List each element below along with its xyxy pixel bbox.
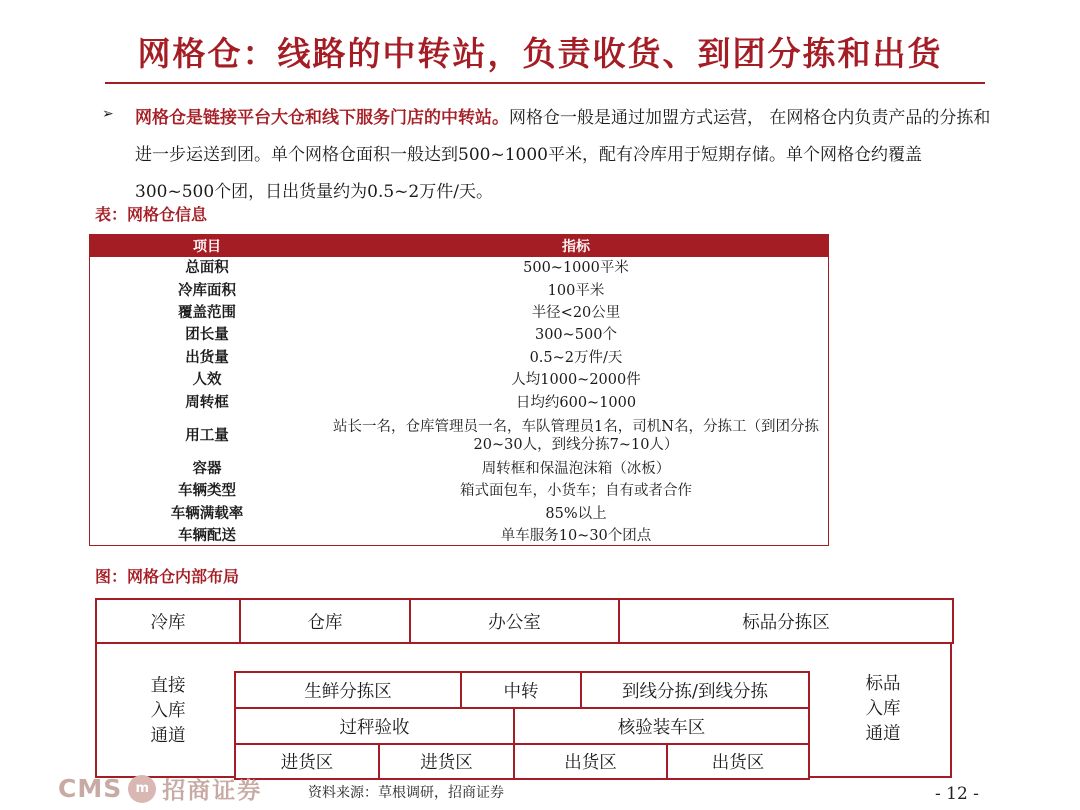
outbound-zone <box>666 743 810 780</box>
row-item: 周转框 <box>185 393 229 411</box>
fresh-sorting-label: 生鲜分拣区 <box>304 681 392 702</box>
direct-inbound-line: 直接 <box>150 676 186 696</box>
office-label: 办公室 <box>488 612 541 633</box>
standard-inbound-line: 通道 <box>865 724 901 744</box>
table-row <box>90 391 828 413</box>
row-value: 周转框和保温泡沫箱（冰板） <box>481 460 671 477</box>
line-sorting-label: 到线分拣/到线分拣 <box>622 681 768 702</box>
standard-inbound-channel <box>863 672 903 747</box>
row-item: 团长量 <box>185 326 229 344</box>
row-item: 人效 <box>192 371 222 389</box>
row-value: 箱式面包车，小货车；自有或者合作 <box>460 483 692 500</box>
logo-brand-text: 招商证券 <box>162 778 263 804</box>
table-caption: 表：网格仓信息 <box>95 205 208 224</box>
standard-sorting-label: 标品分拣区 <box>742 612 830 633</box>
row-value: 站长一名，仓库管理员一名，车队管理员1名，司机N名，分拣工（到团分拣20~30人，到线分拣7~10人） <box>333 418 819 453</box>
row-item: 容器 <box>192 459 222 477</box>
header-item: 项目 <box>193 239 221 255</box>
cold-storage-label: 冷库 <box>150 612 186 633</box>
row-item: 出货量 <box>185 348 229 366</box>
page-title: 网格仓：线路的中转站，负责收货、到团分拣和出货 <box>137 34 943 73</box>
row-item: 用工量 <box>185 426 229 444</box>
warehouse-label: 仓库 <box>307 612 343 633</box>
transfer-zone <box>460 671 582 709</box>
info-table <box>89 234 829 546</box>
row-value: 300~500个 <box>534 327 617 344</box>
table-row <box>90 480 828 502</box>
office-zone <box>409 598 620 644</box>
row-value: 500~1000平米 <box>523 260 629 277</box>
direct-inbound-line: 入库 <box>150 701 186 721</box>
row-item: 车辆类型 <box>178 482 236 500</box>
table-header <box>90 235 828 257</box>
row-value: 100平米 <box>547 282 605 299</box>
logo-cms-text: CMS <box>58 774 123 803</box>
intro-paragraph <box>135 100 995 211</box>
inbound-label: 进货区 <box>420 753 473 773</box>
table-row <box>90 279 828 301</box>
row-value: 人均1000~2000件 <box>511 372 641 389</box>
direct-inbound-line: 通道 <box>150 726 186 746</box>
row-item: 冷库面积 <box>178 281 236 299</box>
table-row <box>90 525 828 547</box>
table-row <box>90 324 828 346</box>
company-logo <box>58 772 262 805</box>
weighing-label: 过秤验收 <box>339 717 410 738</box>
table-row <box>90 414 828 458</box>
outbound-label: 出货区 <box>564 753 617 773</box>
warehouse-layout-diagram <box>95 598 952 778</box>
table-row <box>90 347 828 369</box>
figure-caption: 图：网格仓内部布局 <box>95 567 240 586</box>
row-value: 0.5~2万件/天 <box>529 349 623 366</box>
source-note: 资料来源：草根调研，招商证券 <box>308 785 504 801</box>
row-item: 总面积 <box>185 259 229 277</box>
table-row <box>90 257 828 279</box>
fresh-sorting-zone <box>234 671 462 709</box>
warehouse-zone <box>239 598 411 644</box>
line-sorting-zone <box>580 671 810 709</box>
table-row <box>90 302 828 324</box>
page-number: - 12 - <box>935 784 979 804</box>
row-item: 车辆满载率 <box>170 504 244 522</box>
intro-lead: 网格仓是链接平台大仓和线下服务门店的中转站。 <box>135 108 509 128</box>
weighing-zone <box>234 707 515 745</box>
standard-inbound-line: 入库 <box>865 699 901 719</box>
table-row <box>90 458 828 480</box>
row-value: 半径<20公里 <box>531 304 621 321</box>
header-value: 指标 <box>562 239 590 255</box>
row-item: 覆盖范围 <box>178 303 236 321</box>
title-divider <box>105 82 985 84</box>
standard-sorting-zone <box>618 598 954 644</box>
row-item: 车辆配送 <box>178 527 236 545</box>
direct-inbound-channel <box>148 674 188 749</box>
intro-text: 网格仓一般是通过加盟方式运营， 在网格仓内负责产品的分拣和进一步运送到团。单个网格仓面积一般达到500~1000平米，配有冷库用于短期存储。单个网格仓约覆盖300~500个团，日出货量约为0.5~2万件/天。 <box>135 108 991 202</box>
table-row <box>90 369 828 391</box>
row-value: 85%以上 <box>545 505 607 522</box>
verify-loading-label: 核验装车区 <box>617 717 706 738</box>
logo-emblem-icon: m <box>128 775 156 803</box>
table-row <box>90 503 828 525</box>
inbound-zone <box>378 743 515 780</box>
row-value: 日均约600~1000 <box>515 394 637 411</box>
row-value: 单车服务10~30个团点 <box>500 528 652 545</box>
transfer-label: 中转 <box>503 681 539 702</box>
bullet-arrow-icon: ➢ <box>102 106 114 122</box>
cold-storage-zone <box>95 598 241 644</box>
inbound-label: 进货区 <box>280 753 334 773</box>
verify-loading-zone <box>513 707 810 745</box>
standard-inbound-line: 标品 <box>865 674 901 694</box>
outbound-label: 出货区 <box>711 753 765 773</box>
outbound-zone <box>513 743 668 780</box>
